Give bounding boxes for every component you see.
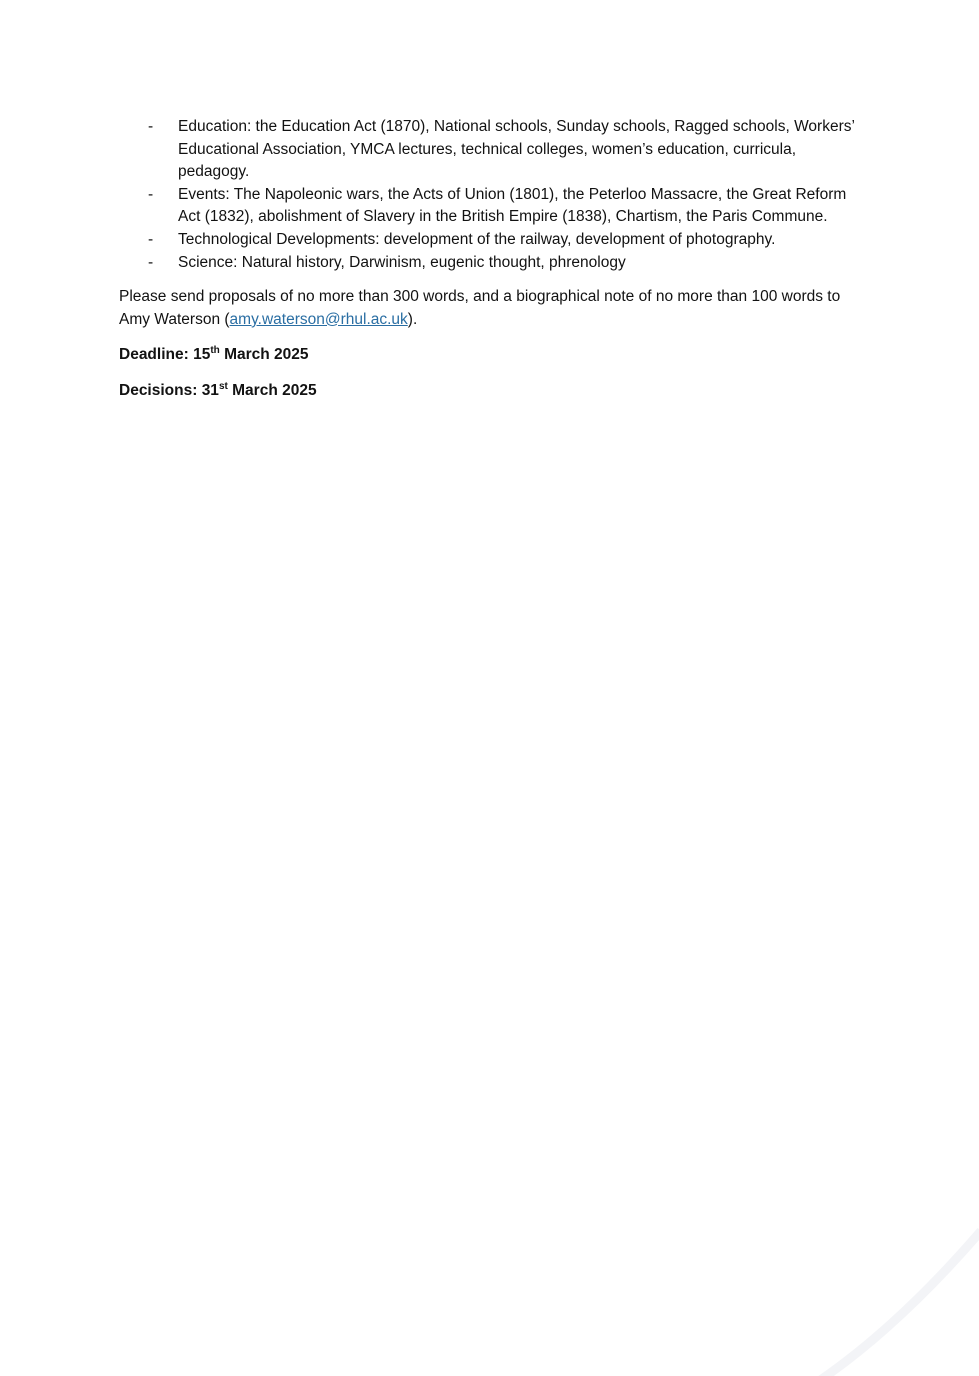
bullet-marker: - [148, 118, 154, 135]
deadline-date-text: March 2025 [219, 346, 309, 364]
proposal-text-after-link: ). [407, 310, 418, 328]
decisions-line [119, 380, 856, 403]
bullet-list [119, 116, 856, 274]
document-page-content [119, 116, 856, 403]
bullet-text-education: Education: the Education Act (1870), National schools, Sunday schools, Ragged schools, Workers’ Educational Association, YMCA lectures, technical colleges, women’s education, curricula, pedagogy. [178, 118, 855, 181]
bullet-marker: - [148, 230, 154, 248]
bullet-text-technological-developments: Technological Developments: development of the railway, development of photography. [178, 230, 776, 248]
proposal-text-before-link: Please send proposals of no more than 300 words, and a biographical note of no more than 100 words to Amy Waterson ( [119, 288, 841, 328]
decisions-ordinal-superscript: st [218, 380, 228, 392]
proposal-paragraph [119, 286, 856, 331]
bullet-item-science [119, 252, 856, 275]
decisions-date-text: March 2025 [227, 381, 317, 399]
bullet-text-science: Science: Natural history, Darwinism, eugenic thought, phrenology [178, 253, 626, 271]
bullet-item-education [119, 116, 856, 184]
bullet-text-events: Events: The Napoleonic wars, the Acts of Union (1801), the Peterloo Massacre, the Great Reform Act (1832), abolishment of Slavery in the British Empire (1838), Chartism, the Paris Commune. [178, 185, 847, 226]
deadline-text: Deadline: 15 [119, 346, 211, 364]
deadline-line [119, 344, 856, 367]
deadline-ordinal-superscript: th [210, 345, 220, 357]
bullet-item-events [119, 184, 856, 229]
bullet-marker: - [148, 185, 154, 203]
bullet-item-technological-developments [119, 229, 856, 252]
decisions-text: Decisions: 31 [119, 381, 219, 399]
bullet-marker: - [148, 253, 154, 271]
email-link[interactable]: amy.waterson@rhul.ac.uk [229, 310, 408, 328]
corner-curve-decoration [809, 1176, 979, 1376]
